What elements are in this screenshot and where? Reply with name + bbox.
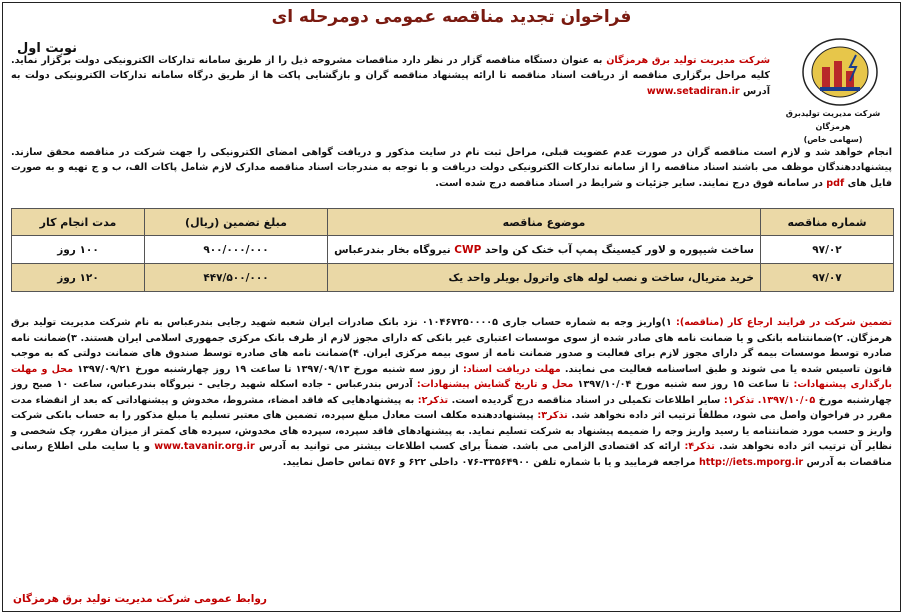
note1-title: تذکر۱: [723, 394, 755, 406]
setadiran-link[interactable]: www.setadiran.ir [646, 85, 740, 97]
opening-title: محل و تاریخ گشایش پیشنهادات: [416, 379, 574, 390]
tender-table [11, 208, 894, 292]
tavanir-link[interactable]: www.tavanir.org.ir [154, 441, 255, 452]
tender-guarantee: ۹۰۰/۰۰۰/۰۰۰ [145, 236, 328, 264]
intro-part2: انجام خواهد شد و لازم است مناقصه گران در صورت عدم عضویت قبلی، مراحل ثبت نام در سایت مذکور و دریافت گواهی امضای الکترونیکی را جهت شرکت در مناقصه محقق سازند. پیشنهاددهندگان موظف می باشند اسناد مناقصه را از سامانه تدارکات الکترونیکی دولت دریافت و با توجه به مندرجات اسناد مناقصه مدارک لازم شامل پاکات الف، ب و ج تهیه و به صورت فایل های [11, 147, 892, 189]
subject-part-a: ساخت شیپوره و لاور کیسینگ پمپ آب خنک کن واحد [484, 243, 754, 256]
deadline-title: محل و مهلت بارگذاری پیشنهادات: [11, 363, 892, 390]
public-relations-signature: روابط عمومی شرکت مدیریت تولید برق هرمزگان [13, 593, 267, 605]
intro-paragraph [11, 53, 770, 99]
terms-body [11, 315, 892, 470]
page-title: فراخوان تجدید مناقصه عمومی دومرحله ای [271, 7, 632, 27]
tender-subject [328, 264, 761, 292]
tender-duration: ۱۰۰ روز [12, 236, 145, 264]
tender-subject [328, 236, 761, 264]
info-end: مراجعه فرمایید و یا با شماره تلفن ۳۳۵۶۴۹۰۰-۰۷۶ داخلی ۶۲۲ و ۵۷۶ تماس حاصل نمایید. [282, 456, 696, 468]
iets-link[interactable]: http://iets.mporg.ir [698, 456, 804, 468]
col-number: شماره مناقصه [761, 209, 894, 236]
tender-number: ۹۷/۰۷ [761, 264, 894, 292]
note2-title: تذکر۲: [417, 394, 449, 406]
info-text: ضمناً برای کسب اطلاعات بیشتر می توانید به آدرس [258, 441, 509, 452]
note4-text: ارائه کد اقتصادی الزامی می باشد. [512, 441, 681, 452]
tender-number: ۹۷/۰۲ [761, 236, 894, 264]
guarantee-title: تضمین شرکت در فرایند ارجاع کار (مناقصه): [675, 317, 892, 328]
deadline-text: تا ساعت ۱۵ روز سه شنبه مورخ ۱۳۹۷/۱۰/۰۴ [577, 379, 790, 390]
tender-duration: ۱۲۰ روز [12, 264, 145, 292]
opening-text: آدرس بندرعباس - جاده اسکله شهید رجایی - نیروگاه بندرعباس، ساعت ۱۰ صبح روز چهارشنبه مورخ [11, 379, 893, 406]
company-name-line2: (سهامی خاص) [803, 135, 863, 144]
company-name-line1: شرکت مدیریت تولیدبرق هرمزگان [785, 109, 881, 131]
round-label: نوبت اول [17, 41, 78, 56]
subject-part-b: نیروگاه بخار بندرعباس [334, 243, 451, 256]
receipt-title: مهلت دریافت اسناد: [462, 363, 561, 375]
receipt-text: از روز سه شنبه مورخ ۱۳۹۷/۰۹/۱۳ تا ساعت ۱۹ روز چهارشنبه مورخ ۱۳۹۷/۰۹/۲۱ [77, 363, 459, 375]
col-guarantee: مبلغ تضمین (ریال) [145, 209, 328, 236]
note1-text: سایر اطلاعات تکمیلی در اسناد مناقصه درج گردیده است. [451, 394, 721, 406]
note2-text: به پیشنهادهایی که فاقد امضاء، مشروط، مخدوش و پیشنهاداتی که بعد از انقضاء مدت مقرر در فراخوان واصل می شود، مطلقاً ترتیب اثر داده نخواهد شد. [11, 394, 893, 421]
table-row [12, 236, 894, 264]
note3-text: پیشنهاددهنده مکلف است معادل مبلغ سپرده، تضمین های معتبر تسلیم یا مبلغ مذکور را به حساب بانکی شرکت واریز و حسب مورد ضمانتنامه یا رسید واریز وجه را ضمیمه پیشنهاد به شرکت تسلیم نماید. به پیشنهادهای فاقد سپرده، سپرده های مخدوش، سپرده های کمتر از میزان مقرر، چک شخصی و نظایر آن ترتیب اثر داده نخواهد شد. [11, 410, 893, 452]
company-name [774, 107, 892, 146]
note3-title: تذکر۳: [537, 410, 568, 421]
intro-part1: به عنوان دستگاه مناقصه گزار در نظر دارد مناقصات مشروحه ذیل را از طریق سامانه تدارکات الکترونیکی دولت برگزار نماید. کلیه مراحل برگزاری مناقصه از دریافت اسناد مناقصه تا ارائه پیشنهاد مناقصه گران و بازگشایی پاکت ها از طریق درگاه سامانه تدارکات الکترونیکی دولت به آدرس [11, 55, 770, 97]
table-header-row [12, 209, 894, 236]
tender-guarantee: ۴۴۷/۵۰۰/۰۰۰ [145, 264, 328, 292]
intro-company: شرکت مدیریت تولید برق هرمزگان [606, 55, 770, 66]
subject-cwp: CWP [454, 243, 482, 256]
company-logo-icon [800, 37, 880, 107]
intro-pdf: pdf [826, 177, 845, 189]
info-mid: و یا سایت ملی اطلاع رسانی مناقصات به آدرس [11, 441, 892, 468]
tender-notice [2, 2, 901, 612]
note4-title: تذکر۴: [684, 441, 715, 452]
col-duration: مدت انجام کار [12, 209, 145, 236]
intro-continued [11, 145, 892, 191]
intro-part3: در سامانه فوق درج نمایند. سایر جزئیات و شرایط در اسناد مناقصه درج شده است. [435, 177, 823, 189]
guarantee-text: ۱)واریز وجه به شماره حساب جاری ۰۱۰۴۶۷۲۵۰۰۰۰۵ نزد بانک صادرات ایران شعبه شهید رجایی بندرعباس به نام شرکت مدیریت تولید برق هرمزگان. ۲)ضمانتنامه بانکی و یا ضمانت نامه های صادر شده از سوی موسسات اعتباری غیر بانکی که دارای مجوز لازم از طرف بانک مرکزی جمهوری اسلامی ایران هستند. ۳)ضمانت نامه صادره توسط موسسات بیمه گر دارای مجوز لازم برای فعالیت و صدور ضمانت نامه از سوی بیمه مرکزی ایران. ۴)ضمانت نامه های صادره توسط صندوق های ضمانت دولتی که به موجب قانون تاسیس شده یا می شوند و طبق اساسنامه فعالیت می نمایند. [11, 317, 892, 375]
subject-part-a: خرید متریال، ساخت و نصب لوله های واترول بویلر واحد یک [448, 271, 754, 284]
table-row [12, 264, 894, 292]
col-subject: موضوع مناقصه [328, 209, 761, 236]
opening-date: ۱۳۹۷/۱۰/۰۵. [757, 394, 816, 406]
